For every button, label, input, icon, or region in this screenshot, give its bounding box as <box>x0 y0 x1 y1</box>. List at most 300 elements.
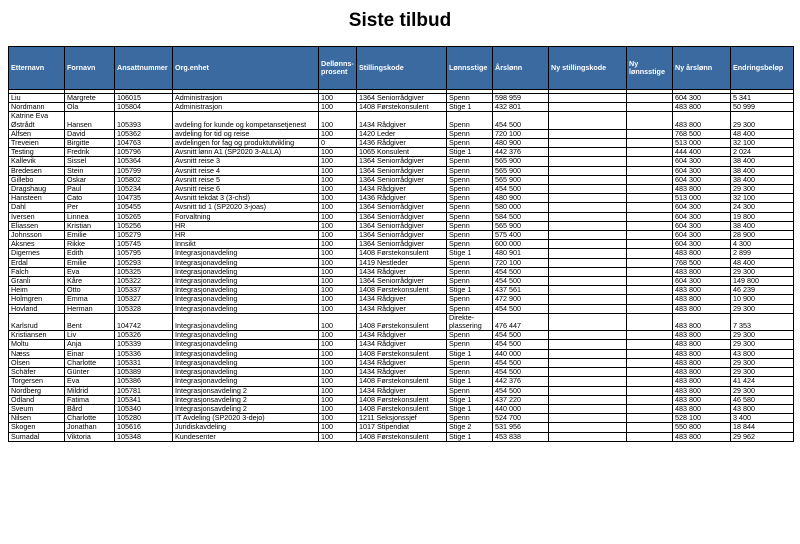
table-cell <box>627 313 673 330</box>
table-cell: Stige 1 <box>447 103 493 112</box>
table-cell: 38 400 <box>731 166 794 175</box>
table-cell: 105339 <box>115 340 173 349</box>
table-cell: 29 300 <box>731 112 794 129</box>
table-cell: Ola <box>65 103 115 112</box>
table-cell: 513 000 <box>673 194 731 203</box>
table-cell: Fredrik <box>65 148 115 157</box>
table-cell: Administrasjon <box>173 94 319 103</box>
table-cell: 720 100 <box>493 129 549 138</box>
table-cell: 105364 <box>115 157 173 166</box>
table-row <box>9 331 794 340</box>
table-cell: Nordberg <box>9 386 65 395</box>
table-cell: 100 <box>319 94 357 103</box>
table-cell: 105455 <box>115 203 173 212</box>
table-cell: 3 400 <box>731 414 794 423</box>
table-cell: 29 300 <box>731 331 794 340</box>
table-cell <box>627 395 673 404</box>
table-cell: 105795 <box>115 249 173 258</box>
table-cell: 105234 <box>115 185 173 194</box>
table-cell: Olsen <box>9 358 65 367</box>
table-cell: 100 <box>319 103 357 112</box>
table-cell <box>549 103 627 112</box>
table-cell: Spenn <box>447 368 493 377</box>
table-cell: 100 <box>319 148 357 157</box>
table-row <box>9 267 794 276</box>
table-cell: 483 800 <box>673 349 731 358</box>
table-cell: 29 300 <box>731 340 794 349</box>
table-cell <box>627 166 673 175</box>
table-cell: 584 500 <box>493 212 549 221</box>
table-cell: 32 100 <box>731 194 794 203</box>
table-cell: 604 300 <box>673 157 731 166</box>
table-cell: 100 <box>319 277 357 286</box>
table-cell: Linnea <box>65 212 115 221</box>
table-cell: 105280 <box>115 414 173 423</box>
table-cell: 100 <box>319 340 357 349</box>
table-cell: Integrasjonavdeling <box>173 249 319 258</box>
table-cell: Gillebo <box>9 175 65 184</box>
table-cell: 100 <box>319 240 357 249</box>
table-cell: Sissel <box>65 157 115 166</box>
table-cell: 604 300 <box>673 221 731 230</box>
table-cell: 100 <box>319 194 357 203</box>
table-cell: 440 000 <box>493 404 549 413</box>
table-cell: Innsikt <box>173 240 319 249</box>
table-cell: Spenn <box>447 185 493 194</box>
table-cell: 440 000 <box>493 349 549 358</box>
table-cell: 104742 <box>115 313 173 330</box>
table-cell: 1364 Seniorrådgiver <box>357 203 447 212</box>
table-cell: Kristian <box>65 221 115 230</box>
table-cell: Treveien <box>9 139 65 148</box>
table-cell: 454 500 <box>493 368 549 377</box>
column-header: Dellønns-prosent <box>319 47 357 90</box>
table-cell <box>549 295 627 304</box>
table-row <box>9 340 794 349</box>
table-row <box>9 249 794 258</box>
table-cell: Spenn <box>447 94 493 103</box>
table-cell: 105337 <box>115 286 173 295</box>
offer-table <box>8 46 794 442</box>
column-header: Lønnsstige <box>447 47 493 90</box>
table-cell: 105616 <box>115 423 173 432</box>
table-row <box>9 423 794 432</box>
table-cell: Johnsson <box>9 231 65 240</box>
table-cell: Moltu <box>9 340 65 349</box>
table-cell: 24 300 <box>731 203 794 212</box>
table-row <box>9 221 794 230</box>
table-cell: 565 900 <box>493 166 549 175</box>
table-cell <box>627 185 673 194</box>
table-cell: 105804 <box>115 103 173 112</box>
table-cell: 1436 Rådgiver <box>357 139 447 148</box>
table-cell: 105799 <box>115 166 173 175</box>
table-cell <box>627 432 673 441</box>
table-cell: 483 800 <box>673 313 731 330</box>
table-cell: 100 <box>319 395 357 404</box>
table-cell: 483 800 <box>673 368 731 377</box>
table-cell: Direkte-plassering <box>447 313 493 330</box>
table-cell: Torgersen <box>9 377 65 386</box>
table-cell: Integrasjonavdeling <box>173 258 319 267</box>
table-cell: 454 500 <box>493 340 549 349</box>
table-cell <box>627 148 673 157</box>
table-cell <box>627 231 673 240</box>
table-cell: 768 500 <box>673 129 731 138</box>
table-row <box>9 349 794 358</box>
table-cell: Spenn <box>447 157 493 166</box>
table-cell: 1436 Rådgiver <box>357 194 447 203</box>
table-cell: 454 500 <box>493 185 549 194</box>
table-cell: 483 800 <box>673 185 731 194</box>
table-cell: 1434 Rådgiver <box>357 358 447 367</box>
table-cell: 105336 <box>115 349 173 358</box>
table-cell: 100 <box>319 221 357 230</box>
table-cell: 1434 Rådgiver <box>357 331 447 340</box>
table-cell: Dragshaug <box>9 185 65 194</box>
table-cell: 43 800 <box>731 404 794 413</box>
table-cell: 437 561 <box>493 286 549 295</box>
table-cell: 100 <box>319 414 357 423</box>
table-cell: 565 900 <box>493 157 549 166</box>
table-row <box>9 94 794 103</box>
table-row <box>9 129 794 138</box>
table-cell: 29 300 <box>731 368 794 377</box>
table-cell: 483 800 <box>673 386 731 395</box>
table-row <box>9 395 794 404</box>
table-cell: 442 376 <box>493 148 549 157</box>
table-cell: 1408 Førstekonsulent <box>357 286 447 295</box>
table-cell: Sumadal <box>9 432 65 441</box>
table-cell: 1434 Rådgiver <box>357 267 447 276</box>
table-cell <box>627 277 673 286</box>
table-row <box>9 304 794 313</box>
table-cell: 28 900 <box>731 231 794 240</box>
table-row <box>9 277 794 286</box>
table-cell: Integrasjonsavdeling 2 <box>173 395 319 404</box>
table-cell: 480 901 <box>493 249 549 258</box>
table-cell: Oskar <box>65 175 115 184</box>
table-cell: 524 700 <box>493 414 549 423</box>
table-cell: 104735 <box>115 194 173 203</box>
table-cell: 48 400 <box>731 129 794 138</box>
table-cell: 1065 Konsulent <box>357 148 447 157</box>
table-cell <box>549 340 627 349</box>
table-cell <box>549 212 627 221</box>
table-row <box>9 194 794 203</box>
table-cell: Margrete <box>65 94 115 103</box>
table-cell: 604 300 <box>673 94 731 103</box>
table-cell: 100 <box>319 386 357 395</box>
table-cell: 38 400 <box>731 175 794 184</box>
table-cell: 565 900 <box>493 175 549 184</box>
table-cell: 454 500 <box>493 112 549 129</box>
table-cell <box>627 340 673 349</box>
table-cell: Integrasjonavdeling <box>173 295 319 304</box>
table-cell: Stige 2 <box>447 423 493 432</box>
table-cell: 105293 <box>115 258 173 267</box>
table-cell: Falch <box>9 267 65 276</box>
table-cell: 100 <box>319 231 357 240</box>
table-cell: Edith <box>65 249 115 258</box>
table-cell: Stige 1 <box>447 395 493 404</box>
table-row <box>9 358 794 367</box>
table-cell: 100 <box>319 112 357 129</box>
table-cell: 483 800 <box>673 267 731 276</box>
table-cell <box>627 377 673 386</box>
table-cell <box>627 267 673 276</box>
table-cell: Otto <box>65 286 115 295</box>
table-cell <box>627 304 673 313</box>
table-cell: 483 800 <box>673 358 731 367</box>
table-cell <box>627 175 673 184</box>
table-cell: Spenn <box>447 295 493 304</box>
table-cell: 100 <box>319 185 357 194</box>
table-cell: 105331 <box>115 358 173 367</box>
table-cell: 453 838 <box>493 432 549 441</box>
column-header: Ansattnummer <box>115 47 173 90</box>
table-cell: Bård <box>65 404 115 413</box>
table-cell: 105327 <box>115 295 173 304</box>
table-cell: 29 300 <box>731 267 794 276</box>
table-row <box>9 404 794 413</box>
table-cell <box>549 368 627 377</box>
table-cell: Spenn <box>447 221 493 230</box>
table-cell: Spenn <box>447 212 493 221</box>
table-cell <box>627 157 673 166</box>
table-cell: 1364 Seniorrådgiver <box>357 175 447 184</box>
table-cell: 483 800 <box>673 295 731 304</box>
table-cell <box>549 185 627 194</box>
table-cell: 100 <box>319 129 357 138</box>
table-cell <box>549 258 627 267</box>
table-cell: Karlsrud <box>9 313 65 330</box>
table-cell: 1434 Rådgiver <box>357 386 447 395</box>
table-cell: 483 800 <box>673 286 731 295</box>
table-cell: Granli <box>9 277 65 286</box>
table-cell: 10 900 <box>731 295 794 304</box>
table-cell: Spenn <box>447 331 493 340</box>
table-cell: 454 500 <box>493 304 549 313</box>
table-cell: Stige 1 <box>447 349 493 358</box>
table-cell: Stige 1 <box>447 286 493 295</box>
table-cell <box>549 148 627 157</box>
table-cell: 32 100 <box>731 139 794 148</box>
table-cell <box>627 129 673 138</box>
table-cell <box>549 221 627 230</box>
table-cell: 454 500 <box>493 331 549 340</box>
table-cell: 100 <box>319 404 357 413</box>
table-cell: Iversen <box>9 212 65 221</box>
table-cell: 105389 <box>115 368 173 377</box>
table-cell: Integrasjonavdeling <box>173 349 319 358</box>
table-cell: HR <box>173 221 319 230</box>
table-cell: 100 <box>319 249 357 258</box>
table-cell: 105386 <box>115 377 173 386</box>
table-row <box>9 377 794 386</box>
table-cell <box>549 194 627 203</box>
page-title: Siste tilbud <box>348 10 452 31</box>
table-cell: 7 353 <box>731 313 794 330</box>
column-header: Ny årslønn <box>673 47 731 90</box>
table-cell: 454 500 <box>493 358 549 367</box>
table-cell: Juridiskavdeling <box>173 423 319 432</box>
table-cell: 480 900 <box>493 139 549 148</box>
table-cell: Schäfer <box>9 368 65 377</box>
table-cell: Erdal <box>9 258 65 267</box>
table-cell: 1364 Seniorrådgiver <box>357 231 447 240</box>
table-cell: 483 800 <box>673 112 731 129</box>
table-cell: 604 300 <box>673 231 731 240</box>
table-cell <box>549 240 627 249</box>
table-cell: 476 447 <box>493 313 549 330</box>
table-cell: 720 100 <box>493 258 549 267</box>
table-cell: 105322 <box>115 277 173 286</box>
table-cell: Fatima <box>65 395 115 404</box>
table-cell: 513 000 <box>673 139 731 148</box>
table-cell: 604 300 <box>673 277 731 286</box>
table-cell: 483 800 <box>673 340 731 349</box>
table-cell: 604 300 <box>673 166 731 175</box>
table-cell: Günter <box>65 368 115 377</box>
table-cell: Nilsen <box>9 414 65 423</box>
table-cell: IT Avdeling (SP2020 3-dejo) <box>173 414 319 423</box>
table-cell: 1434 Rådgiver <box>357 340 447 349</box>
table-cell: 100 <box>319 368 357 377</box>
table-cell: Eliassen <box>9 221 65 230</box>
table-cell <box>549 231 627 240</box>
table-cell: Forvaltning <box>173 212 319 221</box>
table-cell: 604 300 <box>673 175 731 184</box>
table-cell: 604 300 <box>673 203 731 212</box>
table-cell: Integrasjonavdeling <box>173 304 319 313</box>
table-cell: 105265 <box>115 212 173 221</box>
table-cell <box>627 423 673 432</box>
table-cell: Integrasjonavdeling <box>173 267 319 276</box>
table-cell: 528 100 <box>673 414 731 423</box>
table-cell: Spenn <box>447 129 493 138</box>
table-cell <box>549 414 627 423</box>
table-cell <box>549 395 627 404</box>
column-header: Fornavn <box>65 47 115 90</box>
table-cell: Bredesen <box>9 166 65 175</box>
table-cell <box>627 349 673 358</box>
table-cell <box>549 304 627 313</box>
table-cell: 38 400 <box>731 157 794 166</box>
table-cell: Spenn <box>447 414 493 423</box>
table-cell: Mildrid <box>65 386 115 395</box>
table-cell: 1408 Førstekonsulent <box>357 249 447 258</box>
table-cell: 1364 Seniorrådgiver <box>357 277 447 286</box>
table-cell <box>627 358 673 367</box>
table-cell: Integrasjonavdeling <box>173 358 319 367</box>
table-cell <box>627 112 673 129</box>
table-cell: 483 800 <box>673 304 731 313</box>
table-cell: 100 <box>319 258 357 267</box>
table-cell <box>549 377 627 386</box>
table-cell: 0 <box>319 139 357 148</box>
table-cell: 483 800 <box>673 404 731 413</box>
table-cell: 1434 Rådgiver <box>357 368 447 377</box>
table-cell <box>549 277 627 286</box>
table-cell: Integrasjonavdeling <box>173 277 319 286</box>
table-cell: Digernes <box>9 249 65 258</box>
table-cell: 105256 <box>115 221 173 230</box>
table-cell <box>549 175 627 184</box>
table-row <box>9 112 794 129</box>
table-cell: 100 <box>319 203 357 212</box>
table-cell: Viktoria <box>65 432 115 441</box>
table-cell: 437 220 <box>493 395 549 404</box>
table-cell: Avsnitt lønn A1 (SP2020 3-ALLA) <box>173 148 319 157</box>
table-cell: Avsnitt tekdat 3 (3-chsl) <box>173 194 319 203</box>
table-cell: 1434 Rådgiver <box>357 112 447 129</box>
table-cell: 100 <box>319 331 357 340</box>
table-cell: Per <box>65 203 115 212</box>
table-body <box>9 90 794 442</box>
table-cell: Charlotte <box>65 358 115 367</box>
table-cell: Kristiansen <box>9 331 65 340</box>
table-cell: avdelingen for fag og produktutvikling <box>173 139 319 148</box>
table-cell <box>549 203 627 212</box>
table-cell <box>627 286 673 295</box>
table-cell: 105328 <box>115 304 173 313</box>
table-cell: 29 962 <box>731 432 794 441</box>
table-cell: avdeling for tid og reise <box>173 129 319 138</box>
header-row <box>9 47 794 90</box>
table-cell: 454 500 <box>493 267 549 276</box>
table-cell <box>549 129 627 138</box>
table-cell <box>549 166 627 175</box>
table-cell: Skogen <box>9 423 65 432</box>
table-cell: 1364 Seniorrådgiver <box>357 157 447 166</box>
table-cell: Herman <box>65 304 115 313</box>
column-header: Ny lønnsstige <box>627 47 673 90</box>
table-cell: 100 <box>319 423 357 432</box>
table-cell: Næss <box>9 349 65 358</box>
table-cell <box>549 157 627 166</box>
table-cell: 444 400 <box>673 148 731 157</box>
table-cell: 575 400 <box>493 231 549 240</box>
table-cell: Bent <box>65 313 115 330</box>
table-cell <box>627 386 673 395</box>
table-cell: Cato <box>65 194 115 203</box>
table-cell: Emilie <box>65 258 115 267</box>
table-cell: 483 800 <box>673 395 731 404</box>
table-cell: 2 899 <box>731 249 794 258</box>
table-cell: Spenn <box>447 139 493 148</box>
table-cell: 105796 <box>115 148 173 157</box>
table-cell: 5 341 <box>731 94 794 103</box>
column-header: Ny stillingskode <box>549 47 627 90</box>
table-cell <box>627 404 673 413</box>
table-cell: 48 400 <box>731 258 794 267</box>
table-cell: 472 900 <box>493 295 549 304</box>
table-cell <box>549 349 627 358</box>
table-cell: Stige 1 <box>447 432 493 441</box>
table-cell: 100 <box>319 358 357 367</box>
table-cell: 454 500 <box>493 277 549 286</box>
table-cell: 483 800 <box>673 103 731 112</box>
table-cell <box>627 194 673 203</box>
table-cell: 105745 <box>115 240 173 249</box>
table-cell: Avsnitt reise 5 <box>173 175 319 184</box>
table-cell: Spenn <box>447 304 493 313</box>
table-cell: 1408 Førstekonsulent <box>357 377 447 386</box>
column-header: Årslønn <box>493 47 549 90</box>
table-cell: Birgitte <box>65 139 115 148</box>
table-row <box>9 203 794 212</box>
